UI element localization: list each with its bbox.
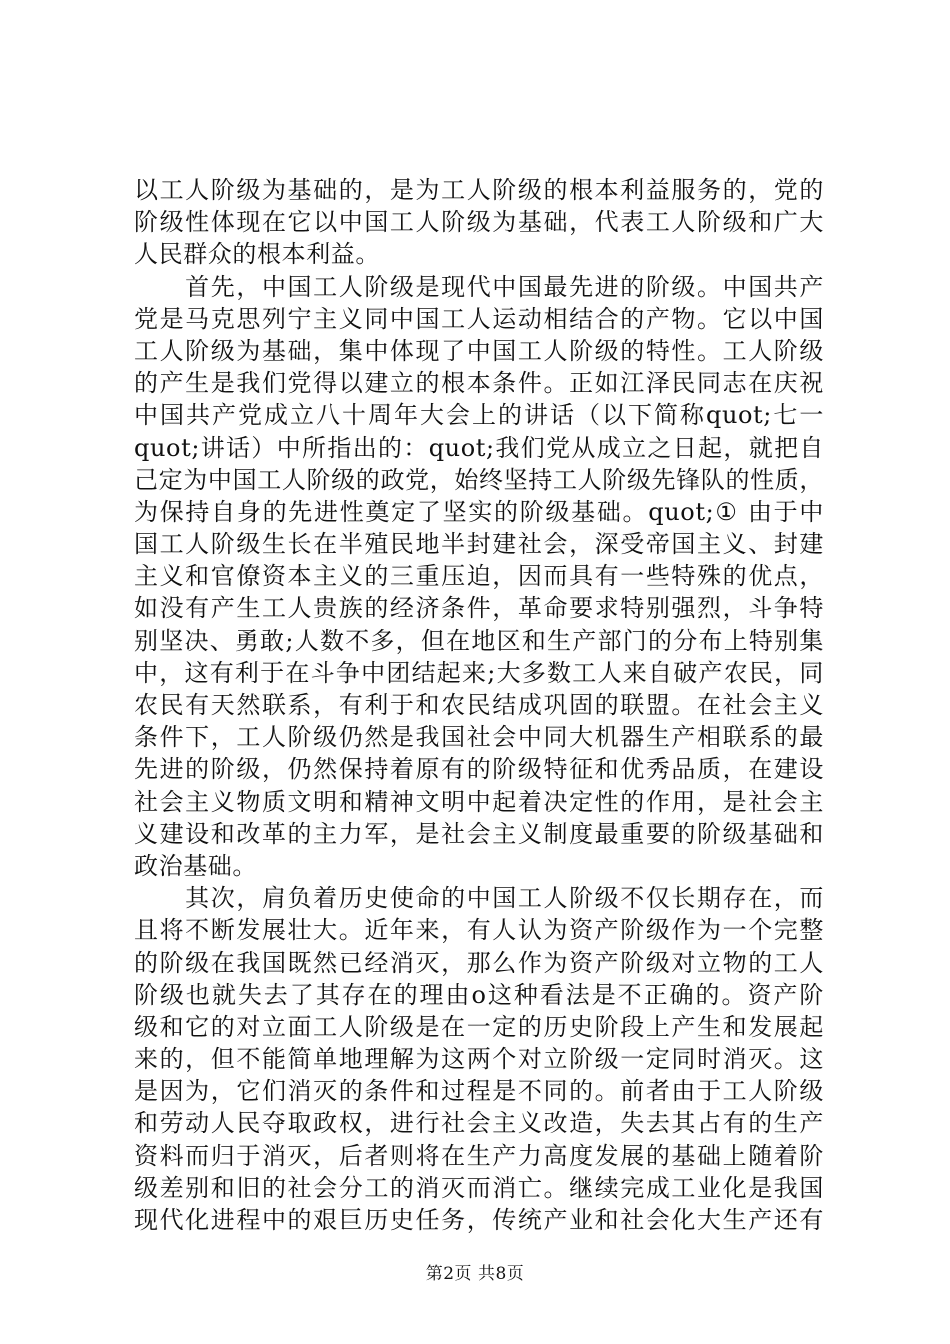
text-line: 先进的阶级，仍然保持着原有的阶级特征和优秀品质，在建设 xyxy=(134,755,824,784)
body-text xyxy=(134,174,824,1236)
text-line: 社会主义物质文明和精神文明中起着决定性的作用，是社会主 xyxy=(134,787,824,816)
text-line: 的产生是我们党得以建立的根本条件。正如江泽民同志在庆祝 xyxy=(134,369,824,398)
text-line: 农民有天然联系，有利于和农民结成巩固的联盟。在社会主义 xyxy=(134,691,824,719)
text-line: 阶级性体现在它以中国工人阶级为基础，代表工人阶级和广大 xyxy=(134,208,824,237)
text-line: 条件下，工人阶级仍然是我国社会中同大机器生产相联系的最 xyxy=(134,723,824,752)
text-line: 为保持自身的先进性奠定了坚实的阶级基础。quot;① 由于中 xyxy=(134,497,824,526)
text-line: 中，这有利于在斗争中团结起来;大多数工人来自破产农民，同 xyxy=(134,658,824,687)
text-line: 工人阶级为基础，集中体现了中国工人阶级的特性。工人阶级 xyxy=(134,336,824,365)
text-line: 和劳动人民夺取政权，进行社会主义改造，失去其占有的生产 xyxy=(134,1109,824,1138)
text-line: 政治基础。 xyxy=(134,851,257,880)
text-line: 级差别和旧的社会分工的消灭而消亡。继续完成工业化是我国 xyxy=(134,1173,824,1202)
text-line: 且将不断发展壮大。近年来，有人认为资产阶级作为一个完整 xyxy=(134,916,824,945)
text-line: 己定为中国工人阶级的政党，始终坚持工人阶级先锋队的性质， xyxy=(134,465,824,494)
text-line: 资料而归于消灭，后者则将在生产力高度发展的基础上随着阶 xyxy=(134,1141,824,1170)
page-number-footer: 第2页 共8页 xyxy=(425,1264,525,1284)
text-line: 级和它的对立面工人阶级是在一定的历史阶段上产生和发展起 xyxy=(134,1012,824,1041)
text-line: 阶级也就失去了其存在的理由o这种看法是不正确的。资产阶 xyxy=(134,980,824,1009)
text-line: 以工人阶级为基础的，是为工人阶级的根本利益服务的，党的 xyxy=(134,176,824,204)
text-line: 国工人阶级生长在半殖民地半封建社会，深受帝国主义、封建 xyxy=(134,530,824,559)
text-line: 首先，中国工人阶级是现代中国最先进的阶级。中国共产 xyxy=(134,272,824,301)
text-line: 的阶级在我国既然已经消灭，那么作为资产阶级对立物的工人 xyxy=(134,948,824,977)
text-line: 是因为，它们消灭的条件和过程是不同的。前者由于工人阶级 xyxy=(134,1077,824,1106)
text-line: 其次，肩负着历史使命的中国工人阶级不仅长期存在，而 xyxy=(134,884,824,913)
text-line: 如没有产生工人贵族的经济条件，革命要求特别强烈，斗争特 xyxy=(134,594,824,623)
text-line: 义建设和改革的主力军，是社会主义制度最重要的阶级基础和 xyxy=(134,819,824,848)
text-line: 中国共产党成立八十周年大会上的讲话（以下简称quot;七一 xyxy=(134,401,824,430)
text-line: 党是马克思列宁主义同中国工人运动相结合的产物。它以中国 xyxy=(134,304,824,333)
text-line: 来的，但不能简单地理解为这两个对立阶级一定同时消灭。这 xyxy=(134,1045,824,1074)
text-line: 别坚决、勇敢;人数不多，但在地区和生产部门的分布上特别集 xyxy=(134,626,824,655)
text-line: 现代化进程中的艰巨历史任务，传统产业和社会化大生产还有 xyxy=(134,1206,824,1234)
text-line: 主义和官僚资本主义的三重压迫，因而具有一些特殊的优点， xyxy=(134,562,824,591)
text-line: 人民群众的根本利益。 xyxy=(134,240,380,269)
text-line: quot;讲话）中所指出的：quot;我们党从成立之日起，就把自 xyxy=(134,433,824,462)
